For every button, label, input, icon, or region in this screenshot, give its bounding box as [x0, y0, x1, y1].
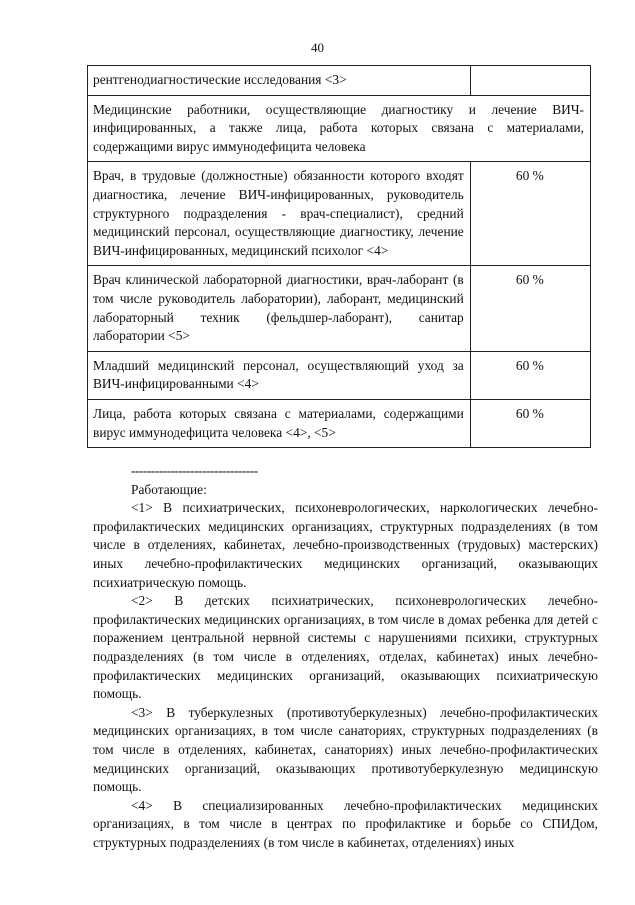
benefit-table [87, 65, 591, 448]
table-row [88, 162, 591, 266]
table-cell-description: Врач, в трудовые (должностные) обязанности которого входят диагностика, лечение ВИЧ-инфицированных, руководитель структурного подразделения - врач-специалист), средний медицинский персонал, осуществляющие диагностику, лечение ВИЧ-инфицированных, медицинский психолог <4> [88, 162, 471, 266]
footnotes-section [93, 462, 598, 852]
table-cell-value: 60 % [470, 162, 590, 266]
table-cell-description: Врач клинической лабораторной диагностики, врач-лаборант (в том числе руководитель лаборатории), лаборант, медицинский лабораторный техник (фельдшер-лаборант), санитар лаборатории <5> [88, 266, 471, 351]
footnote-1: <1> В психиатрических, психоневрологических, наркологических лечебно-профилактических медицинских организациях, структурных подразделениях (в том числе в отделениях, кабинетах, лечебно-производственных (трудовых) мастерских) иных лечебно-профилактических медицинских организаций, оказывающих психиатрическую помощь. [93, 500, 598, 590]
table-row [88, 351, 591, 399]
table-row [88, 266, 591, 351]
footnote-3: <3> В туберкулезных (противотуберкулезных) лечебно-профилактических медицинских организациях, в том числе санаториях, структурных подразделениях (в том числе в отделениях, кабинетах, санаториях) иных лечебно-профилактических медицинских организаций, оказывающих противотуберкулезную медицинскую помощь. [93, 704, 598, 795]
table-cell-value: 60 % [470, 399, 590, 447]
table-row [88, 399, 591, 447]
footnotes-heading: Работающие: [131, 481, 207, 497]
footnote-4: <4> В специализированных лечебно-профилактических медицинских организациях, в том числе в центрах по профилактике и борьбе со СПИДом, структурных подразделениях (в том числе в кабинетах, отделениях) иных [93, 797, 598, 850]
table-section-header: Медицинские работники, осуществляющие диагностику и лечение ВИЧ-инфицированных, а также лица, работа которых связана с материалами, содержащими вирус иммунодефицита человека [88, 95, 591, 162]
table-cell-description: Младший медицинский персонал, осуществляющий уход за ВИЧ-инфицированными <4> [88, 351, 471, 399]
table-cell-value: 60 % [470, 266, 590, 351]
table-cell-value [470, 66, 590, 96]
table-cell-value: 60 % [470, 351, 590, 399]
table-row-section-header [88, 95, 591, 162]
table-cell-description: Лица, работа которых связана с материалами, содержащими вирус иммунодефицита человека <4>, <5> [88, 399, 471, 447]
footnote-2: <2> В детских психиатрических, психоневрологических лечебно-профилактических медицинских организациях, в том числе в домах ребенка для детей с поражением центральной нервной системы с нарушениями психики, структурных подразделениях (в том числе в отделениях, отделах, кабинетах) иных лечебно-профилактических медицинских организаций, оказывающих психиатрическую помощь. [93, 593, 598, 702]
page-number: 40 [311, 40, 324, 55]
footnote-separator: -------------------------------- [131, 463, 258, 478]
table-cell-description: рентгенодиагностические исследования <3> [88, 66, 471, 96]
table-row [88, 66, 591, 96]
